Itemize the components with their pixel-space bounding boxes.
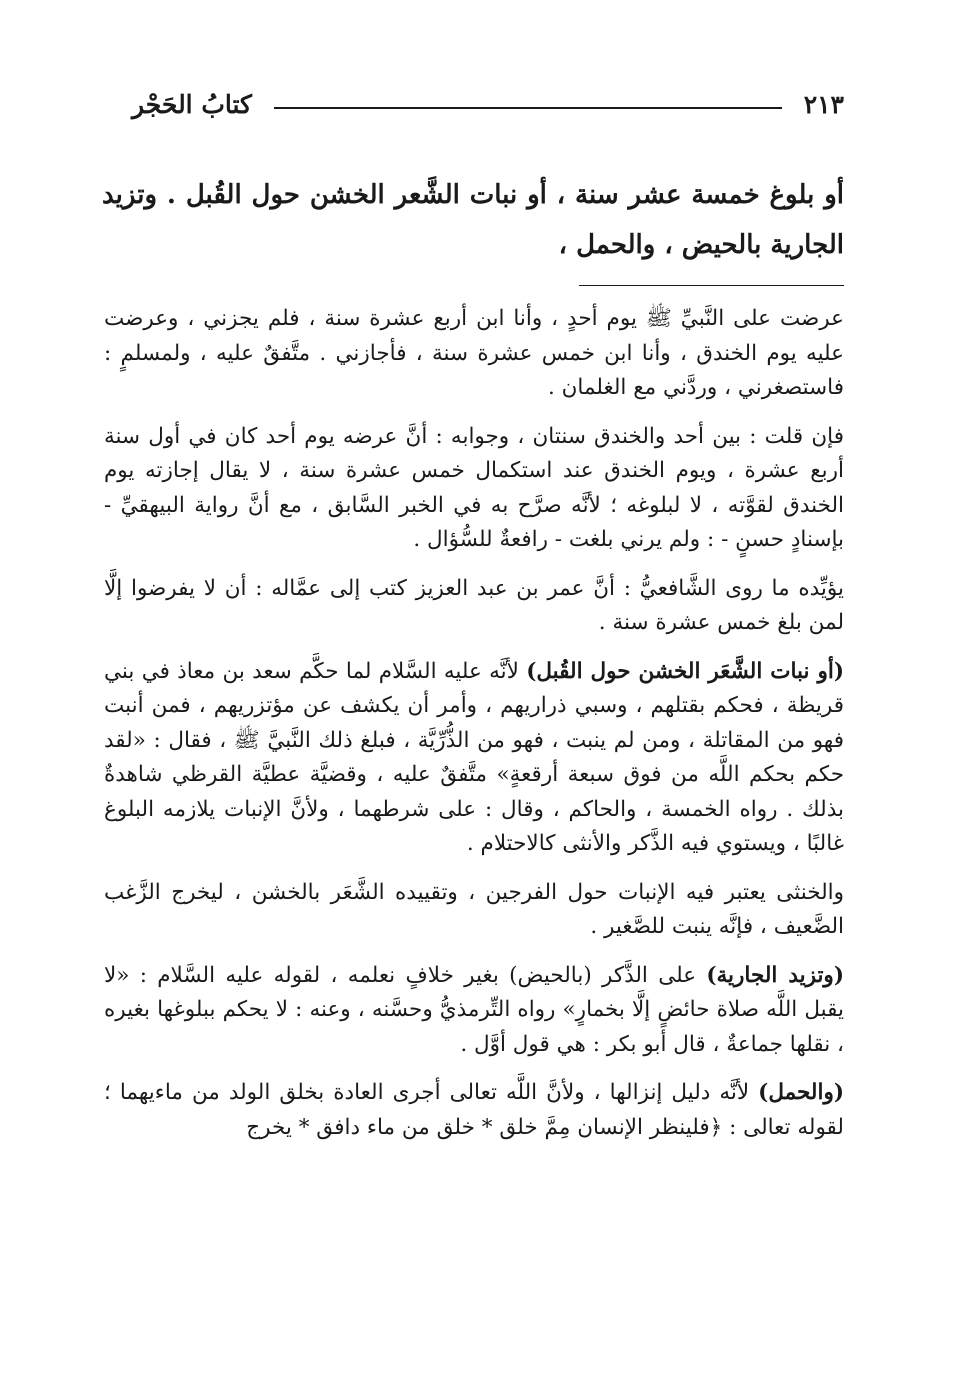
page-number: ٢١٣ bbox=[803, 89, 844, 119]
paragraph bbox=[104, 1076, 844, 1145]
matn-text: أو بلوغ خمسة عشر سنة ، أو نبات الشَّعر الخشن حول القُبل . وتزيد الجارية بالحيض ، والحمل ، bbox=[102, 180, 844, 260]
paragraph-lead: (أو نبات الشَّعَر الخشن حول القُبل) bbox=[526, 658, 845, 684]
paragraph-text: لأنَّه دليل إنزالها ، ولأنَّ اللَّه تعالى أجرى العادة بخلق الولد من ماءيهما ؛ لقوله تعالى : ﴿فلينظر الإنسان مِمَّ خلق * خلق من ماء دافق * يخرج bbox=[104, 1080, 844, 1140]
paragraph bbox=[104, 420, 844, 558]
paragraph-text: فإن قلت : بين أحد والخندق سنتان ، وجوابه : أنَّ عرضه يوم أحد كان في أول سنة أربع عشرة ، ويوم الخندق عند استكمال خمس عشرة سنة ، لا يقال إجازته يوم الخندق لقوَّته ، لا لبلوغه ؛ لأنَّه صرَّح به في الخبر السَّابق ، مع أنَّ رواية البيهقيِّ - بإسنادٍ حسنٍ - : ولم يرني بلغت - رافعةٌ للسُّؤال . bbox=[104, 423, 844, 552]
paragraph-text: والخنثى يعتبر فيه الإنبات حول الفرجين ، وتقييده الشَّعَر بالخشن ، ليخرج الزَّغب الضَّعيف ، فإنَّه ينبت للصَّغير . bbox=[104, 879, 844, 939]
paragraph-lead: (والحمل) bbox=[758, 1080, 844, 1105]
paragraph-text: يؤيِّده ما روى الشَّافعيُّ : أنَّ عمر بن عبد العزيز كتب إلى عمَّاله : أن لا يفرضوا إلَّا لمن بلغ خمس عشرة سنة . bbox=[104, 575, 844, 635]
paragraph bbox=[104, 959, 844, 1063]
commentary-body bbox=[104, 302, 844, 1159]
paragraph bbox=[104, 572, 844, 641]
paragraph bbox=[104, 302, 844, 406]
paragraph bbox=[104, 876, 844, 945]
paragraph-text: عرضت على النَّبيِّ ﷺ يوم أحدٍ ، وأنا ابن أربع عشرة سنة ، فلم يجزني ، وعرضت عليه يوم الخندق ، وأنا ابن خمس عشرة سنة ، فأجازني . متَّفقٌ عليه ، ولمسلمٍ : فاستصغرني ، وردَّني مع الغلمان . bbox=[104, 306, 844, 400]
separator-line bbox=[579, 285, 844, 286]
header-rule bbox=[274, 107, 782, 109]
paragraph-text: على الذَّكر (بالحيض) بغير خلافٍ نعلمه ، لقوله عليه السَّلام : «لا يقبل اللَّه صلاة حائضٍ إلَّا بخمارٍ» رواه التِّرمذيُّ وحسَّنه ، وعنه : لا يحكم ببلوغها بغيره ، نقلها جماعةٌ ، قال أبو بكر : هي قول أوَّل . bbox=[104, 962, 844, 1057]
page-header bbox=[132, 84, 844, 124]
paragraph-lead: (وتزيد الجارية) bbox=[706, 962, 844, 988]
paragraph bbox=[104, 655, 844, 862]
paragraph-text: لأنَّه عليه السَّلام لما حكَّم سعد بن معاذ في بني قريظة ، فحكم بقتلهم ، وسبي ذراريهم ، وأمر أن يكشف عن مؤتزريهم ، فمن أنبت فهو من المقاتلة ، ومن لم ينبت ، فهو من الذُّرِّيَّة ، فبلغ ذلك النَّبيَّ ﷺ ، فقال : «لقد حكم بحكم اللَّه من فوق سبعة أرقعةٍ» متَّفقٌ عليه ، وقضيَّة عطيَّة القرظي شاهدةٌ بذلك . رواه الخمسة ، والحاكم ، وقال : على شرطهما ، ولأنَّ الإنبات يلازمه البلوغ غالبًا ، ويستوي فيه الذَّكر والأنثى كالاحتلام . bbox=[104, 658, 844, 856]
book-title: كتابُ الحَجْر bbox=[132, 89, 252, 119]
